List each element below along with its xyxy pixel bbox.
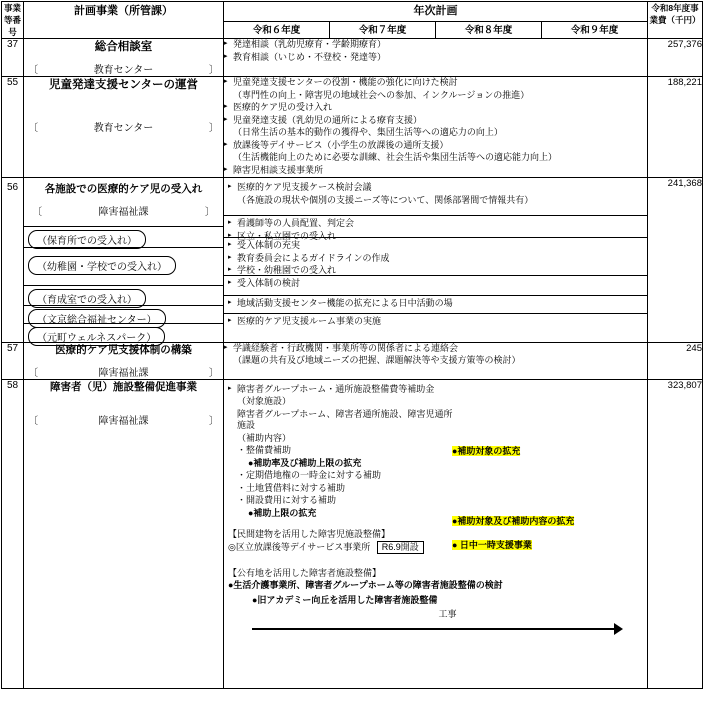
bracket-left: 〔 [28,416,38,428]
project-title: 各施設での医療的ケア児の受入れ [44,183,203,196]
table-row [2,379,703,688]
facility-items-sogofukushi [224,295,647,313]
opening-badge: R6.9開設 [377,541,424,555]
row-no: 55 [2,77,24,178]
bracket-left: 〔 [28,367,38,379]
list-item: ・土地賃借料に対する補助 [237,482,346,493]
list-item: ▸ 医療的ケア児支援ルーム事業の実施 [228,316,643,328]
list-item: （各施設の現状や個別の支援ニーズ等について、関係部署間で情報共有） [237,194,534,205]
row-cost: 257,376 [648,39,703,77]
plan-item-list [228,240,643,277]
facility-label-hoikusho [24,226,223,248]
project-dept [28,203,219,218]
list-item: ▸ 医療的ケア児支援ケース検討会議 [228,182,643,194]
plan-item-list [228,218,643,242]
table-row [2,178,703,343]
header-plan: 年次計画 [224,2,648,22]
table-header-row [2,2,703,22]
list-item: ・開設費用に対する補助 [237,495,337,506]
dept-label: 教育センター [93,65,154,77]
plan-item-list [228,316,643,328]
facility-label-ikuseishitsu [24,286,223,306]
private-item-row [228,541,643,555]
plan-item-list [224,39,647,63]
highlight-hojo-taisho: ●補助対象の拡充 [452,445,521,456]
private-heading: 【民間建物を活用した障害児施設整備】 [228,529,391,540]
bracket-right: 〕 [209,367,219,379]
plan-item-list [228,278,643,290]
project-title: 医療的ケア児支援体制の構築 [55,343,192,356]
bracket-left: 〔 [32,206,42,218]
project-title: 障害者（児）施設整備促進事業 [50,380,197,393]
bracket-right: 〕 [209,65,219,77]
row-plan [224,342,648,379]
list-item: 障害者グループホーム、障害者通所施設、障害児通所施設 [237,408,453,431]
row-plan [224,77,648,178]
row-no: 58 [2,379,24,688]
public-item-2: ●旧アカデミー向丘を活用した障害者施設整備 [252,595,438,606]
table-row [2,39,703,77]
construction-arrow [252,622,623,636]
row-no: 56 [2,178,24,343]
row-plan [224,379,648,688]
dept-label: 障害福祉課 [98,206,149,218]
table-row [2,77,703,178]
facility-items-motomachi [224,313,647,331]
list-item: （専門性の向上・障害児の地域社会への参加、インクルージョンの推進） [233,89,530,100]
row-project [24,379,224,688]
facility-chip: （保育所での受入れ） [28,230,146,249]
row-project [24,342,224,379]
list-item: ▸ 医療的ケア児の受け入れ [224,102,647,114]
header-year-r9: 令和９年度 [542,21,648,38]
project-dept [24,364,223,379]
list-item: （補助内容） [237,432,292,443]
list-item: ▸ 児童発達支援センターの役割・機能の強化に向けた検討 [224,77,647,89]
header-year-r7: 令和７年度 [330,21,436,38]
dept-label: 障害福祉課 [98,367,149,379]
list-item: ▸ 受入体制の充実 [228,240,643,252]
row-project [24,178,224,343]
list-item: ▸ 障害者グループホーム・通所施設整備費等補助金 [228,384,458,396]
plan-table [1,1,703,689]
list-item: （対象施設） [237,396,292,407]
list-item: ▸ 区立・私立園での受入れ [228,231,643,243]
project-title: 総合相談室 [94,41,153,53]
facility-chip: （幼稚園・学校での受入れ） [28,256,176,275]
list-item: ▸ 教育相談（いじめ・不登校・発達等） [224,52,647,64]
list-item: ●補助率及び補助上限の拡充 [248,457,362,468]
row-cost: 188,221 [648,77,703,178]
facility-label-motomachi [24,324,223,342]
plan-item-list [228,298,643,310]
dept-label: 障害福祉課 [98,416,149,428]
list-item: ▸ 学識経験者・行政機関・事業所等の関係者による連絡会 [224,343,647,355]
facility-items-hoikusho [224,215,647,241]
facility-chip: （文京総合福祉センター） [28,309,166,328]
facility-items-ikuseishitsu [224,275,647,295]
private-item: ◎区立放課後等デイサービス事業所 [228,541,371,552]
dept-label: 教育センター [93,123,154,135]
plan-item-list [224,77,647,176]
row-project [24,77,224,178]
list-item: ●補助上限の拡充 [248,507,317,518]
list-item: （日常生活の基本的動作の獲得や、集団生活等への適応力の向上） [233,127,503,138]
project-dept [24,412,223,427]
row-no: 57 [2,342,24,379]
plan-item-list [228,182,643,206]
row-cost: 323,807 [648,379,703,688]
facility-label-sogofukushi [24,306,223,324]
public-item-1: ●生活介護事業所、障害者グループホーム等の障害者施設整備の検討 [228,579,503,590]
list-item: ▸ 放課後等デイサービス（小学生の放課後の通所支援） [224,140,647,152]
facility-chip: （元町ウェルネスパーク） [28,327,165,346]
list-item: ▸ 看護師等の人員配置、判定会 [228,218,643,230]
header-year-r6: 令和６年度 [224,21,330,38]
header-cost: 令和8年度事業費（千円） [648,2,703,39]
highlight-nicchu-ichiji: ● 日中一時支援事業 [452,539,532,550]
list-item: ▸ 教育委員会によるガイドラインの作成 [228,253,643,265]
bracket-left: 〔 [28,123,38,135]
list-item: （生活機能向上のために必要な訓練、社会生活や集団生活等への適応能力向上） [233,152,558,163]
row-cost: 245 [648,342,703,379]
arrow-label: 工事 [438,608,457,619]
list-item: ・整備費補助 [237,445,292,456]
list-item: ▸ 受入体制の検討 [228,278,643,290]
header-project: 計画事業（所管課） [24,2,224,39]
row-plan [224,178,648,343]
private-building-section [228,529,643,554]
facility-items-youchien [224,237,647,275]
list-item: ▸ 障害児相談支援事業所 [224,165,647,177]
list-item: ▸ 学校・幼稚園での受入れ [228,265,643,277]
table-row [2,342,703,379]
plan-item-list [224,343,647,367]
list-item: ・定期借地権の一時金に対する補助 [237,470,382,481]
bracket-right: 〕 [205,206,215,218]
bracket-right: 〕 [209,123,219,135]
project-title: 児童発達支援センターの運営 [48,79,199,92]
lead-items [224,178,647,209]
row-no: 37 [2,39,24,77]
list-item: （課題の共有及び地域ニーズの把握、課題解決等や支援方策等の検討） [233,355,521,366]
list-item: ▸ 児童発達支援（乳幼児の通所による療育支援） [224,115,647,127]
project-dept [24,61,223,76]
list-item: ▸ 地域活動支援センター機能の拡充による日中活動の場 [228,298,643,310]
bracket-left: 〔 [28,65,38,77]
header-no: 事業等番号 [2,2,24,39]
bracket-right: 〕 [209,416,219,428]
list-item: ▸ 発達相談（乳幼児療育・学齢期療育） [224,39,647,51]
header-year-r8: 令和８年度 [436,21,542,38]
row-project [24,39,224,77]
project-heading [24,178,223,220]
project-dept [24,119,223,134]
row-cost: 241,368 [648,178,703,343]
public-heading: 【公有地を活用した障害者施設整備】 [228,568,382,579]
public-land-section [228,568,643,636]
facility-label-youchien [24,248,223,286]
row-plan [224,39,648,77]
facility-chip: （育成室での受入れ） [28,289,146,308]
highlight-hojo-naiyo: ●補助対象及び補助内容の拡充 [452,515,575,526]
plan-item-list [228,384,458,520]
